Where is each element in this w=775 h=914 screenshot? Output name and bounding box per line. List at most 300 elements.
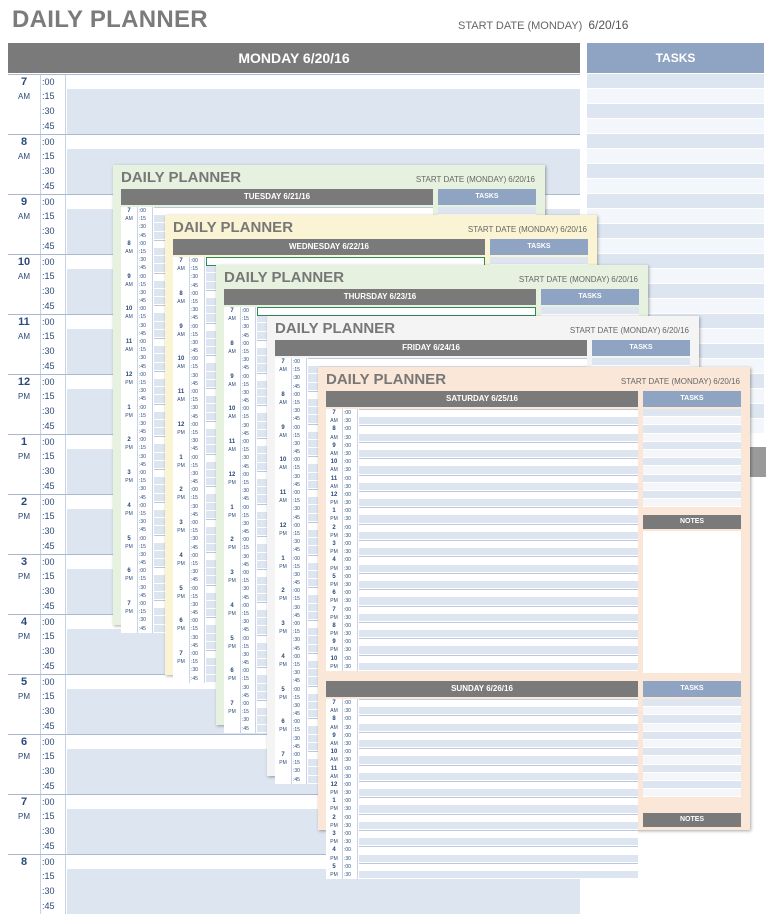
- task-row[interactable]: [587, 209, 764, 224]
- ampm-label: PM: [275, 628, 292, 636]
- schedule-cell[interactable]: [359, 589, 638, 597]
- hour-label: 9: [8, 195, 41, 210]
- minute-label: :30: [293, 538, 307, 546]
- ampm-label: PM: [326, 838, 343, 846]
- ampm-label: [275, 612, 292, 620]
- task-row[interactable]: [643, 765, 741, 773]
- task-row[interactable]: [587, 74, 764, 89]
- minute-label: :30: [344, 724, 358, 732]
- minute-label: :30: [42, 644, 66, 659]
- minute-label: :15: [242, 577, 256, 585]
- schedule-cell[interactable]: [359, 724, 638, 732]
- minute-label: :30: [242, 487, 256, 495]
- task-row[interactable]: [587, 134, 764, 149]
- task-row[interactable]: [643, 483, 741, 491]
- schedule-cell[interactable]: [359, 765, 638, 773]
- minute-label: :00: [42, 495, 66, 510]
- minute-label: :15: [191, 331, 205, 339]
- schedule-cell[interactable]: [359, 732, 638, 740]
- minute-label: :00: [42, 315, 66, 330]
- minute-label: :15: [139, 575, 153, 583]
- ampm-label: AM: [8, 329, 41, 344]
- schedule-cell[interactable]: [359, 540, 638, 548]
- schedule-cell[interactable]: [359, 830, 638, 838]
- time-row: [326, 573, 638, 581]
- ampm-label: [121, 485, 138, 493]
- schedule-cell[interactable]: [67, 149, 580, 164]
- hour-label: 10: [326, 458, 343, 466]
- task-row[interactable]: [643, 475, 741, 483]
- task-row[interactable]: [643, 707, 741, 715]
- task-row[interactable]: [643, 434, 741, 442]
- ampm-label: [224, 364, 241, 372]
- ampm-label: PM: [275, 694, 292, 702]
- schedule-cell[interactable]: [359, 773, 638, 781]
- start-date-value[interactable]: 6/20/16: [588, 18, 629, 32]
- minute-label: :45: [191, 413, 205, 421]
- minute-label: :00: [344, 622, 358, 630]
- minute-label: :45: [242, 692, 256, 700]
- ampm-label: [121, 625, 138, 633]
- schedule-cell[interactable]: [359, 565, 638, 573]
- task-row[interactable]: [643, 409, 741, 417]
- schedule-cell[interactable]: [359, 442, 638, 450]
- hour-label: 11: [8, 315, 41, 330]
- task-row[interactable]: [490, 257, 588, 265]
- task-row[interactable]: [643, 466, 741, 474]
- schedule-cell[interactable]: [359, 622, 638, 630]
- schedule-cell[interactable]: [359, 663, 638, 671]
- minute-label: :15: [242, 544, 256, 552]
- ampm-label: [8, 119, 41, 134]
- minute-label: :00: [344, 655, 358, 663]
- ampm-label: [173, 642, 190, 650]
- ampm-label: [275, 579, 292, 587]
- task-row[interactable]: [643, 756, 741, 764]
- task-row[interactable]: [643, 732, 741, 740]
- task-row[interactable]: [541, 307, 639, 315]
- minute-label: :00: [242, 438, 256, 446]
- schedule-cell[interactable]: [359, 507, 638, 515]
- ampm-label: [275, 571, 292, 579]
- minute-label: :45: [293, 383, 307, 391]
- task-row[interactable]: [587, 179, 764, 194]
- time-row: [275, 358, 587, 366]
- minute-label: :30: [139, 584, 153, 592]
- ampm-label: AM: [173, 396, 190, 404]
- schedule-cell[interactable]: [67, 119, 580, 134]
- minute-label: :15: [139, 608, 153, 616]
- task-row[interactable]: [643, 740, 741, 748]
- task-row[interactable]: [592, 358, 690, 366]
- task-row[interactable]: [643, 699, 741, 707]
- minute-label: :30: [191, 273, 205, 281]
- ampm-label: [8, 344, 41, 359]
- minute-label: :15: [293, 759, 307, 767]
- ampm-label: [8, 869, 41, 884]
- minute-label: :00: [293, 620, 307, 628]
- minute-label: :30: [42, 764, 66, 779]
- schedule-cell[interactable]: [359, 863, 638, 871]
- start-date-label: START DATE (MONDAY): [620, 377, 712, 386]
- schedule-cell[interactable]: [154, 207, 433, 215]
- ampm-label: AM: [8, 209, 41, 224]
- schedule-cell[interactable]: [359, 524, 638, 532]
- ampm-label: AM: [173, 331, 190, 339]
- ampm-label: [275, 702, 292, 710]
- task-row[interactable]: [643, 458, 741, 466]
- hour-label: 1: [8, 435, 41, 450]
- ampm-label: [8, 764, 41, 779]
- ampm-label: AM: [121, 215, 138, 223]
- minute-label: :00: [139, 502, 153, 510]
- minute-label: :30: [293, 669, 307, 677]
- ampm-label: PM: [173, 560, 190, 568]
- planner-page[interactable]: [318, 367, 750, 878]
- schedule-cell[interactable]: [359, 532, 638, 540]
- minute-label: :15: [191, 396, 205, 404]
- schedule-cell[interactable]: [67, 899, 580, 914]
- schedule-cell[interactable]: [359, 707, 638, 715]
- task-row[interactable]: [587, 239, 764, 254]
- ampm-label: [173, 535, 190, 543]
- page-start-date: [466, 225, 587, 234]
- minute-label: :00: [293, 555, 307, 563]
- time-row: [326, 789, 638, 797]
- ampm-label: [121, 395, 138, 403]
- ampm-label: [224, 561, 241, 569]
- minute-label: :45: [191, 282, 205, 290]
- ampm-label: PM: [326, 515, 343, 523]
- ampm-label: [224, 430, 241, 438]
- hour-label: 8: [8, 135, 41, 150]
- schedule-cell[interactable]: [67, 135, 580, 150]
- schedule-cell[interactable]: [67, 75, 580, 90]
- schedule-cell[interactable]: [359, 630, 638, 638]
- schedule-cell[interactable]: [359, 491, 638, 499]
- schedule-cell[interactable]: [359, 614, 638, 622]
- ampm-label: PM: [224, 577, 241, 585]
- minute-label: :00: [344, 846, 358, 854]
- minute-label: :00: [242, 667, 256, 675]
- minute-label: :00: [242, 700, 256, 708]
- minute-label: :30: [344, 450, 358, 458]
- schedule-cell[interactable]: [359, 638, 638, 646]
- start-date-label: START DATE (MONDAY): [467, 225, 559, 234]
- minute-label: :45: [139, 330, 153, 338]
- time-row: [326, 707, 638, 715]
- schedule-cell[interactable]: [359, 814, 638, 822]
- scrollbar-thumb[interactable]: [749, 447, 766, 477]
- minute-label: :00: [191, 355, 205, 363]
- schedule-cell[interactable]: [359, 581, 638, 589]
- time-row: [326, 589, 638, 597]
- schedule-cell[interactable]: [308, 358, 587, 366]
- task-row[interactable]: [587, 194, 764, 209]
- task-row[interactable]: [587, 104, 764, 119]
- ampm-label: PM: [8, 389, 41, 404]
- schedule-cell[interactable]: [359, 699, 638, 707]
- time-row: [8, 104, 580, 119]
- task-row[interactable]: [587, 149, 764, 164]
- task-row[interactable]: [643, 417, 741, 425]
- ampm-label: PM: [275, 759, 292, 767]
- ampm-label: PM: [173, 625, 190, 633]
- hour-label: 10: [275, 456, 292, 464]
- notes-area[interactable]: [643, 531, 741, 673]
- ampm-label: [8, 239, 41, 254]
- minute-label: :30: [42, 704, 66, 719]
- minute-label: :00: [139, 338, 153, 346]
- minute-label: :45: [293, 645, 307, 653]
- ampm-label: [173, 347, 190, 355]
- time-row: [8, 899, 580, 914]
- schedule-cell[interactable]: [359, 458, 638, 466]
- minute-label: :00: [242, 536, 256, 544]
- schedule-cell[interactable]: [359, 450, 638, 458]
- schedule-cell[interactable]: [359, 548, 638, 556]
- task-row[interactable]: [643, 789, 741, 797]
- tasks-header: TASKS: [490, 239, 588, 255]
- minute-label: :45: [42, 899, 66, 914]
- time-row: [326, 483, 638, 491]
- minute-label: :00: [344, 732, 358, 740]
- ampm-label: PM: [8, 569, 41, 584]
- ampm-label: PM: [121, 444, 138, 452]
- ampm-label: AM: [326, 434, 343, 442]
- schedule-cell[interactable]: [359, 556, 638, 564]
- schedule-cell[interactable]: [359, 822, 638, 830]
- schedule-cell[interactable]: [359, 499, 638, 507]
- ampm-label: PM: [224, 512, 241, 520]
- minute-label: :30: [242, 520, 256, 528]
- selected-cell[interactable]: [257, 307, 536, 316]
- minute-label: :15: [139, 215, 153, 223]
- ampm-label: PM: [326, 822, 343, 830]
- ampm-label: [224, 651, 241, 659]
- schedule-cell[interactable]: [359, 425, 638, 433]
- minute-label: :00: [344, 409, 358, 417]
- task-row[interactable]: [643, 450, 741, 458]
- task-row[interactable]: [643, 781, 741, 789]
- base-title: DAILY PLANNER: [12, 6, 208, 33]
- minute-label: :00: [139, 600, 153, 608]
- time-row: [8, 149, 580, 164]
- minute-label: :00: [344, 699, 358, 707]
- schedule-cell[interactable]: [359, 715, 638, 723]
- hour-label: 4: [224, 602, 241, 610]
- hour-label: 5: [121, 535, 138, 543]
- time-row: [8, 74, 580, 89]
- task-row[interactable]: [587, 89, 764, 104]
- minute-label: :15: [139, 444, 153, 452]
- minute-label: :15: [139, 477, 153, 485]
- schedule-cell[interactable]: [359, 466, 638, 474]
- schedule-cell[interactable]: [67, 104, 580, 119]
- ampm-label: [275, 735, 292, 743]
- schedule-cell[interactable]: [359, 483, 638, 491]
- minute-label: :00: [242, 373, 256, 381]
- schedule-cell[interactable]: [359, 740, 638, 748]
- schedule-cell[interactable]: [359, 655, 638, 663]
- minute-label: :45: [42, 539, 66, 554]
- minute-label: :30: [344, 838, 358, 846]
- minute-label: :30: [191, 568, 205, 576]
- minute-label: :00: [344, 797, 358, 805]
- hour-label: 8: [8, 855, 41, 870]
- ampm-label: AM: [224, 446, 241, 454]
- day-header: THURSDAY 6/23/16: [224, 289, 536, 305]
- ampm-label: [173, 503, 190, 511]
- ampm-label: [224, 692, 241, 700]
- schedule-cell[interactable]: [359, 409, 638, 417]
- time-row: [326, 434, 638, 442]
- schedule-cell[interactable]: [359, 475, 638, 483]
- ampm-label: PM: [224, 643, 241, 651]
- schedule-cell[interactable]: [359, 417, 638, 425]
- day-header: WEDNESDAY 6/22/16: [173, 239, 485, 255]
- task-row[interactable]: [587, 119, 764, 134]
- page-start-date: [414, 175, 535, 184]
- schedule-cell[interactable]: [359, 871, 638, 879]
- minute-label: :45: [293, 612, 307, 620]
- minute-label: :30: [344, 707, 358, 715]
- schedule-cell[interactable]: [67, 884, 580, 899]
- minute-label: :45: [293, 481, 307, 489]
- schedule-cell[interactable]: [359, 606, 638, 614]
- minute-label: :15: [42, 509, 66, 524]
- minute-label: :00: [191, 650, 205, 658]
- schedule-cell[interactable]: [359, 846, 638, 854]
- minute-label: :00: [242, 471, 256, 479]
- task-row[interactable]: [643, 773, 741, 781]
- minute-label: :30: [344, 614, 358, 622]
- minute-label: :30: [191, 503, 205, 511]
- task-row[interactable]: [643, 715, 741, 723]
- minute-label: :30: [139, 256, 153, 264]
- time-row: [326, 724, 638, 732]
- minute-label: :45: [191, 675, 205, 683]
- schedule-cell[interactable]: [359, 646, 638, 654]
- minute-label: :30: [344, 466, 358, 474]
- task-row[interactable]: [643, 491, 741, 499]
- minute-label: :45: [42, 659, 66, 674]
- start-date: [458, 18, 628, 32]
- minute-label: :00: [242, 504, 256, 512]
- task-row[interactable]: [587, 224, 764, 239]
- minute-label: :00: [139, 207, 153, 215]
- task-row[interactable]: [643, 425, 741, 433]
- ampm-label: PM: [121, 510, 138, 518]
- minute-label: :45: [139, 625, 153, 633]
- schedule-cell[interactable]: [67, 89, 580, 104]
- minute-label: :30: [344, 646, 358, 654]
- schedule-cell[interactable]: [359, 838, 638, 846]
- schedule-cell[interactable]: [359, 748, 638, 756]
- schedule-cell[interactable]: [359, 797, 638, 805]
- schedule-cell[interactable]: [359, 789, 638, 797]
- schedule-cell[interactable]: [359, 573, 638, 581]
- hour-label: 11: [326, 475, 343, 483]
- minute-label: :00: [139, 567, 153, 575]
- minute-label: :00: [139, 404, 153, 412]
- task-row[interactable]: [643, 748, 741, 756]
- minute-label: :45: [42, 359, 66, 374]
- task-row[interactable]: [643, 724, 741, 732]
- minute-label: :00: [191, 388, 205, 396]
- ampm-label: [224, 585, 241, 593]
- time-row: [326, 581, 638, 589]
- ampm-label: [8, 299, 41, 314]
- ampm-label: [121, 559, 138, 567]
- minute-label: :15: [293, 726, 307, 734]
- schedule-cell[interactable]: [359, 515, 638, 523]
- task-row[interactable]: [587, 164, 764, 179]
- ampm-label: [8, 779, 41, 794]
- minute-label: :15: [242, 315, 256, 323]
- minute-label: :00: [42, 75, 66, 90]
- schedule-cell[interactable]: [359, 756, 638, 764]
- hour-label: 7: [326, 699, 343, 707]
- minute-label: :00: [42, 195, 66, 210]
- minute-label: :30: [191, 404, 205, 412]
- ampm-label: [121, 232, 138, 240]
- minute-label: :15: [293, 366, 307, 374]
- ampm-label: [275, 546, 292, 554]
- minute-label: :00: [344, 524, 358, 532]
- schedule-cell[interactable]: [359, 855, 638, 863]
- task-row[interactable]: [643, 442, 741, 450]
- hour-label: 10: [173, 355, 190, 363]
- minute-label: :45: [139, 264, 153, 272]
- task-row[interactable]: [643, 499, 741, 507]
- minute-label: :45: [242, 659, 256, 667]
- ampm-label: [173, 666, 190, 674]
- ampm-label: AM: [121, 313, 138, 321]
- ampm-label: [8, 644, 41, 659]
- minute-label: :45: [293, 776, 307, 784]
- ampm-label: PM: [224, 610, 241, 618]
- minute-label: :15: [139, 379, 153, 387]
- minute-label: :30: [139, 551, 153, 559]
- hour-label: 7: [121, 207, 138, 215]
- minute-label: :30: [139, 485, 153, 493]
- minute-label: :45: [191, 314, 205, 322]
- schedule-cell[interactable]: [359, 434, 638, 442]
- minute-label: :00: [344, 458, 358, 466]
- ampm-label: [121, 616, 138, 624]
- hour-label: 2: [275, 587, 292, 595]
- schedule-cell[interactable]: [359, 781, 638, 789]
- hour-label: 2: [173, 486, 190, 494]
- minute-label: :30: [344, 483, 358, 491]
- minute-label: :00: [139, 469, 153, 477]
- minute-label: :30: [344, 630, 358, 638]
- ampm-label: AM: [326, 756, 343, 764]
- page-title: DAILY PLANNER: [173, 219, 294, 236]
- page-title: DAILY PLANNER: [275, 320, 396, 337]
- minute-label: :00: [344, 606, 358, 614]
- schedule-cell[interactable]: [359, 597, 638, 605]
- schedule-cell[interactable]: [359, 805, 638, 813]
- ampm-label: [224, 626, 241, 634]
- task-row[interactable]: [438, 207, 536, 215]
- minute-label: :45: [139, 526, 153, 534]
- time-row: [326, 863, 638, 871]
- minute-label: :30: [42, 524, 66, 539]
- ampm-label: PM: [8, 749, 41, 764]
- minute-label: :30: [191, 666, 205, 674]
